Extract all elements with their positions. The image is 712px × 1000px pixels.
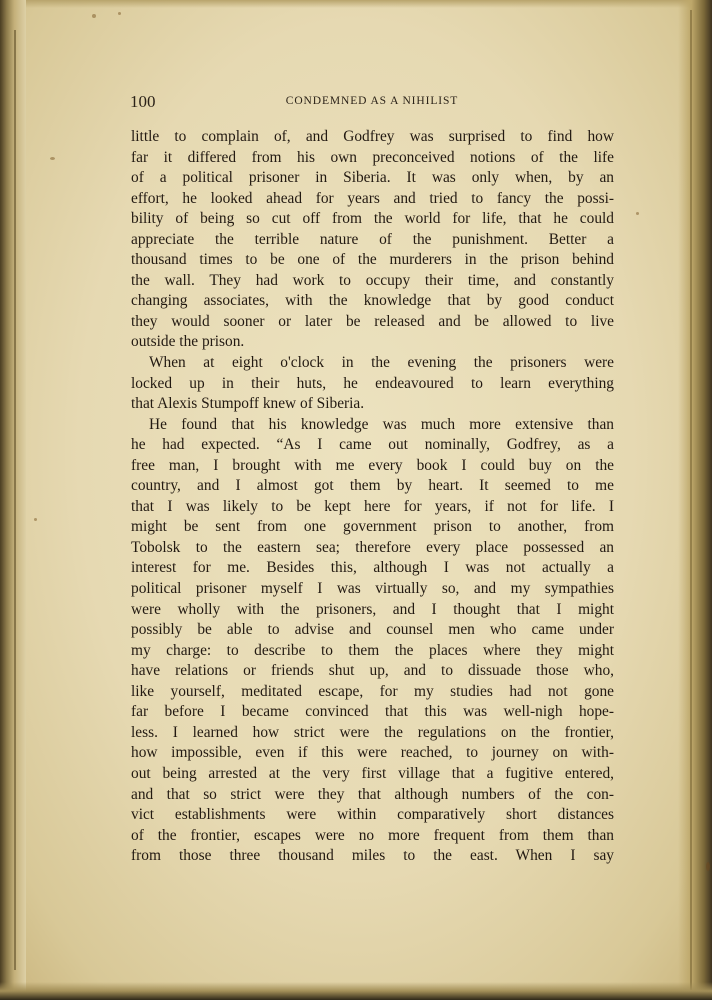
- text-line: less. I learned how strict were the regulations on the frontier,: [131, 723, 614, 741]
- text-line: and that so strict were they that although numbers of the con-: [131, 785, 614, 803]
- paper-speck: [50, 157, 55, 160]
- text-line: like yourself, meditated escape, for my studies had not gone: [131, 682, 614, 700]
- text-line: how impossible, even if this were reached, to journey on with-: [131, 744, 614, 762]
- page-number: 100: [130, 92, 156, 111]
- text-line: of a political prisoner in Siberia. It was only when, by an: [131, 169, 614, 187]
- text-line: from those three thousand miles to the east. When I say: [131, 847, 614, 865]
- text-line: locked up in their huts, he endeavoured to learn everything: [131, 374, 614, 392]
- text-line: bility of being so cut off from the world for life, that he could: [131, 210, 614, 228]
- text-line: far it differed from his own preconceived notions of the life: [131, 148, 614, 166]
- text-line: he had expected. “As I came out nominally, Godfrey, as a: [131, 436, 614, 454]
- book-spine-edge: [0, 0, 26, 1000]
- text-line: that I was likely to be kept here for years, if not for life. I: [131, 497, 614, 515]
- spine-crease: [14, 30, 16, 970]
- text-line: He found that his knowledge was much more extensive than: [149, 415, 614, 433]
- text-line: have relations or friends shut up, and to dissuade those who,: [131, 662, 614, 680]
- text-line: were wholly with the prisoners, and I thought that I might: [131, 600, 614, 618]
- paper-speck: [706, 862, 710, 871]
- text-line: my charge: to describe to them the places where they might: [131, 641, 614, 659]
- text-line: vict establishments were within comparatively short distances: [131, 806, 614, 824]
- text-line: far before I became convinced that this was well-nigh hope-: [131, 703, 614, 721]
- text-line: appreciate the terrible nature of the punishment. Better a: [131, 230, 614, 248]
- text-line: they would sooner or later be released and be allowed to live: [131, 312, 614, 330]
- text-line: that Alexis Stumpoff knew of Siberia.: [131, 395, 365, 413]
- text-line: effort, he looked ahead for years and tried to fancy the possi-: [131, 189, 614, 207]
- text-line: might be sent from one government prison to another, from: [131, 518, 614, 536]
- text-line: Tobolsk to the eastern sea; therefore every place possessed an: [131, 538, 614, 556]
- page-right-edge: [678, 0, 712, 1000]
- page-stack-line: [690, 10, 692, 990]
- text-line: outside the prison.: [131, 333, 245, 351]
- text-line: country, and I almost got them by heart. It seemed to me: [131, 477, 614, 495]
- text-line: interest for me. Besides this, although I was not actually a: [131, 559, 614, 577]
- text-line: changing associates, with the knowledge that by good conduct: [131, 292, 614, 310]
- text-line: political prisoner myself I was virtually so, and my sympathies: [131, 580, 614, 598]
- page-header: [130, 92, 614, 114]
- text-line: possibly be able to advise and counsel men who came under: [131, 621, 614, 639]
- page-top-edge: [0, 0, 712, 8]
- paper-speck: [92, 14, 96, 18]
- text-line: When at eight o'clock in the evening the prisoners were: [149, 354, 614, 372]
- page-bottom-edge: [0, 982, 712, 1000]
- paper-speck: [118, 12, 121, 15]
- body-text: [131, 127, 614, 867]
- paper-speck: [636, 212, 639, 215]
- running-title: CONDEMNED AS A NIHILIST: [285, 95, 459, 107]
- text-line: little to complain of, and Godfrey was surprised to find how: [131, 128, 614, 145]
- text-line: thousand times to be one of the murderers in the prison behind: [131, 251, 614, 269]
- text-line: of the frontier, escapes were no more frequent from them than: [131, 826, 614, 844]
- paper-speck: [34, 518, 37, 521]
- text-line: the wall. They had work to occupy their time, and constantly: [131, 271, 614, 289]
- text-line: out being arrested at the very first village that a fugitive entered,: [131, 764, 614, 782]
- text-line: free man, I brought with me every book I could buy on the: [131, 456, 614, 474]
